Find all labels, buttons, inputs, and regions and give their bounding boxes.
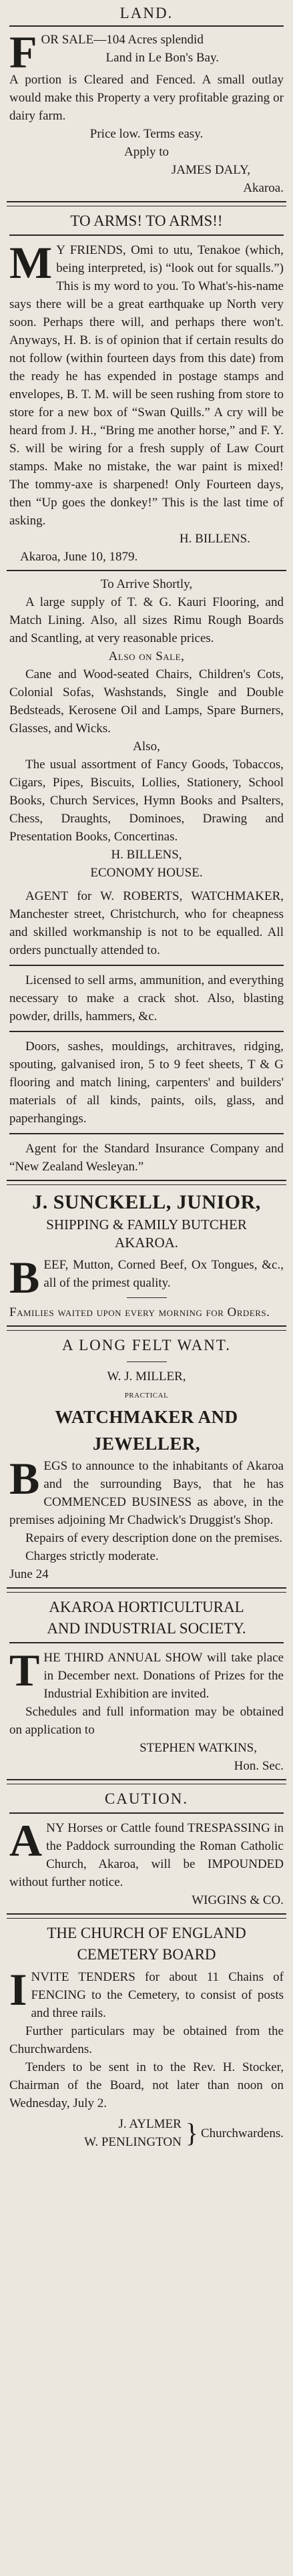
divider	[127, 1361, 167, 1362]
divider	[7, 1325, 286, 1331]
divider	[9, 1133, 284, 1134]
land-place: Akaroa.	[243, 181, 284, 195]
miller-charges: Charges strictly moderate.	[25, 1549, 159, 1563]
divider	[7, 1180, 286, 1185]
church-tenders: Tenders to be sent in to the Rev. H. Stocker, Chairman of the Board, not later than noon on Wednesday, July 2.	[9, 2060, 284, 2110]
agent-body: AGENT for W. ROBERTS, WATCHMAKER, Manchester street, Christchurch, who for cheapness and skilled workmanship is not to be equalled. All orders punctually attended to.	[9, 889, 284, 957]
horti-body-block	[9, 1645, 284, 1703]
horti-title: Hon. Sec.	[234, 1759, 284, 1773]
billens-ad	[0, 575, 293, 1176]
church-body: NVITE TENDERS for about 11 Chains of FENCING to the Cemetery, to consist of posts and three rails.	[31, 1970, 284, 2020]
billens-house: ECONOMY HOUSE.	[90, 866, 203, 880]
horti-name: STEPHEN WATKINS,	[139, 1741, 257, 1755]
drop-cap: B	[9, 1453, 40, 1504]
land-apply: Apply to	[123, 145, 170, 159]
arms-body: Y FRIENDS, Omi to utu, Tenakoe (which, being interpreted, is) “look out for squalls.”) This is my word to you. To What's-his-name says there will be a great earthquake up North very soon. Perhaps there will, and perhaps there won't. Anyways, H. B. is of opinion that if certain results do not follow (within fourteen days from this date) from the ready he has expended in postage stamps and envelopes, B. T. M. will be seen rushing from store to store for a new box of “Swan Quills.” A cry will be heard from J. H., “Bring me another horse,” and F. Y. S. will be wiring for a fresh supply of Law Court stamps. Make no mistake, the war paint is mixed! The tommy-axe is sharpened! Only Fourteen days, then “Up goes the donkey!” This is the last time of asking.	[9, 243, 284, 528]
horti-heading-2: AND INDUSTRIAL SOCIETY.	[47, 1620, 246, 1637]
church-heading-2: CEMETERY BOARD	[77, 1946, 216, 1963]
arms-heading: TO ARMS! TO ARMS!!	[70, 212, 223, 229]
arrive-body: A large supply of T. & G. Kauri Flooring, and Match Lining. Also, all sizes Rimu Rough Boards and Scantling, at very reasonable prices.	[9, 595, 284, 645]
divider	[7, 570, 286, 571]
sale-body: Cane and Wood-seated Chairs, Children's Cots, Colonial Sofas, Washstands, Single and Double Bedsteads, Kerosene Oil and Lamps, Spare Burners, Glasses, and Wicks.	[9, 667, 284, 736]
land-line: Land in Le Bon's Bay.	[105, 51, 220, 65]
church-signature-names	[84, 2115, 186, 2151]
miller-practical: practical	[124, 1389, 169, 1400]
sunckell-body-block	[9, 1252, 284, 1303]
miller-body: EGS to announce to the inhabitants of Akaroa and the surrounding Bays, that he has COMMENCED BUSINESS as above, in the premises adjoining Mr Chadwick's Druggist's Shop.	[9, 1459, 284, 1527]
divider	[9, 234, 284, 236]
divider	[9, 1812, 284, 1814]
miller-trade: WATCHMAKER AND JEWELLER,	[55, 1407, 238, 1454]
church-signature-block	[9, 2115, 284, 2151]
arms-signature: H. BILLENS.	[179, 532, 250, 546]
billens-name: H. BILLENS,	[111, 848, 182, 862]
sunckell-ad	[0, 1189, 293, 1321]
drop-cap: A	[9, 1815, 43, 1866]
also-heading: Also,	[133, 740, 160, 754]
sunckell-name: J. SUNCKELL, JUNIOR,	[32, 1191, 261, 1213]
miller-date: June 24	[9, 1567, 49, 1581]
horti-heading-1: AKAROA HORTICULTURAL	[49, 1599, 244, 1615]
horti-ad	[0, 1597, 293, 1775]
licensed-body: Licensed to sell arms, ammunition, and everything necessary to make a crack shot. Also, blasting powder, drills, hammers, &c.	[9, 973, 284, 1023]
arms-date: Akaroa, June 10, 1879.	[20, 550, 138, 564]
caution-body-block	[9, 1815, 284, 1891]
divider	[127, 1297, 167, 1298]
church-churchwardens: Churchwardens.	[201, 2126, 284, 2140]
divider	[9, 1642, 284, 1643]
insurance-body: Agent for the Standard Insurance Company and “New Zealand Wesleyan.”	[9, 1142, 284, 1174]
divider	[9, 25, 284, 27]
church-sig-1: J. AYLMER	[118, 2117, 182, 2131]
caution-heading: CAUTION.	[104, 1790, 189, 1807]
divider	[7, 201, 286, 206]
land-name: JAMES DALY,	[171, 163, 250, 177]
sunckell-sub: SHIPPING & FAMILY BUTCHER	[46, 1217, 247, 1233]
sunckell-place: AKAROA.	[114, 1235, 179, 1251]
divider	[7, 1913, 286, 1919]
divider	[9, 965, 284, 966]
land-price: Price low. Terms easy.	[89, 127, 204, 141]
doors-body: Doors, sashes, mouldings, architraves, ridging, spouting, galvanised iron, 5 to 9 feet sheets, T & G flooring and match lining, carpenters' and builders' materials of all kinds, paints, oils, glass, and paperhangings.	[9, 1039, 284, 1126]
church-particulars: Further particulars may be obtained from the Churchwardens.	[9, 2024, 284, 2056]
drop-cap: T	[9, 1645, 40, 1696]
miller-heading: A LONG FELT WANT.	[62, 1337, 231, 1353]
church-sig-2: W. PENLINGTON	[84, 2135, 182, 2149]
drop-cap: I	[9, 1964, 27, 2015]
divider	[9, 1031, 284, 1032]
sunckell-body: EEF, Mutton, Corned Beef, Ox Tongues, &c., all of the primest quality.	[43, 1258, 284, 1290]
land-body-block	[9, 27, 284, 197]
divider	[7, 1779, 286, 1784]
drop-cap: F	[9, 27, 37, 77]
miller-name: W. J. MILLER,	[107, 1370, 186, 1384]
also-body: The usual assortment of Fancy Goods, Tobaccos, Cigars, Pipes, Biscuits, Lollies, Stationery, School Books, Church Services, Hymn Books and Psalters, Chess, Draughts, Dominoes, Drawing and Presentation Books, Concertinas.	[9, 758, 284, 844]
caution-signature: WIGGINS & CO.	[192, 1893, 284, 1907]
drop-cap: B	[9, 1252, 40, 1303]
church-heading-1: THE CHURCH OF ENGLAND	[47, 1925, 246, 1941]
horti-schedules: Schedules and full information may be obtained on application to	[9, 1705, 284, 1737]
miller-body-block	[9, 1453, 284, 1529]
land-ad	[0, 0, 293, 197]
caution-body: NY Horses or Cattle found TRESPASSING in the Paddock surrounding the Roman Catholic Church, Akaroa, will be IMPOUNDED without further notice.	[9, 1821, 284, 1889]
caution-ad	[0, 1788, 293, 1909]
miller-ad	[0, 1335, 293, 1583]
sunckell-families: Families waited upon every morning for Orders.	[9, 1305, 270, 1319]
sale-heading: Also on Sale,	[108, 649, 185, 663]
land-body: A portion is Cleared and Fenced. A small outlay would make this Property a very profitable grazing or dairy farm.	[9, 73, 284, 123]
church-ad	[0, 1923, 293, 2151]
church-body-block	[9, 1964, 284, 2022]
miller-repairs: Repairs of every description done on the premises.	[25, 1531, 283, 1545]
church-brace: }	[185, 2118, 198, 2148]
land-heading: LAND.	[119, 5, 174, 21]
arrive-heading: To Arrive Shortly,	[100, 577, 193, 591]
land-line: OR SALE—104 Acres splendid	[41, 33, 204, 47]
divider	[7, 1587, 286, 1593]
drop-cap: M	[9, 237, 53, 288]
arms-ad	[0, 210, 293, 566]
horti-body: HE THIRD ANNUAL SHOW will take place in December next. Donations of Prizes for the Industrial Exhibition are invited.	[43, 1651, 284, 1701]
arms-body-block	[9, 237, 284, 530]
